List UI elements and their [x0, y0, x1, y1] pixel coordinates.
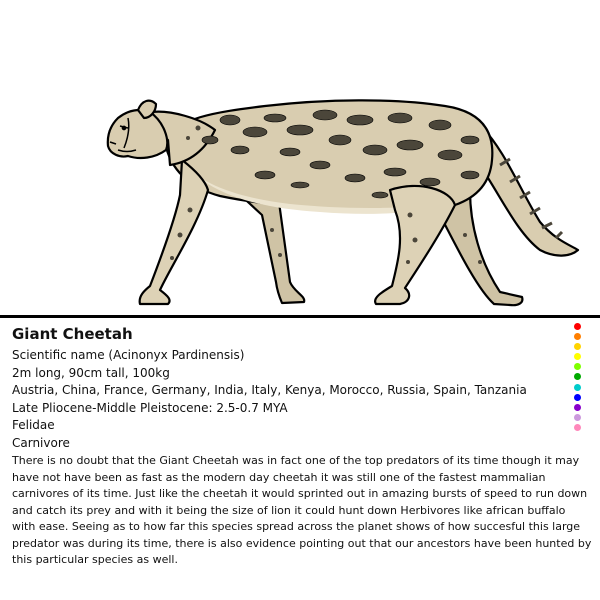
family: Felidae	[12, 418, 55, 432]
size-stats: 2m long, 90cm tall, 100kg	[12, 365, 170, 380]
species-info	[12, 324, 592, 569]
ground-line	[0, 315, 600, 318]
color-dot	[574, 323, 581, 330]
color-dot	[574, 394, 581, 401]
tail	[480, 125, 578, 256]
color-dot-column	[574, 323, 584, 434]
cheetah-figure	[108, 100, 578, 305]
diet: Carnivore	[12, 435, 70, 450]
color-dot	[574, 373, 581, 380]
time-period: Late Pliocene-Middle Pleistocene: 2.5-0.7 MYA	[12, 400, 288, 415]
range-countries: Austria, China, France, Germany, India, Italy, Kenya, Morocco, Russia, Spain, Tanzania	[12, 383, 527, 397]
color-dot	[574, 363, 581, 370]
color-dot	[574, 384, 581, 391]
color-dot	[574, 343, 581, 350]
species-title: Giant Cheetah	[12, 325, 133, 343]
color-dot	[574, 353, 581, 360]
color-dot	[574, 333, 581, 340]
color-dot	[574, 414, 581, 421]
color-dot	[574, 424, 581, 431]
scientific-name: Scientific name (Acinonyx Pardinensis)	[12, 348, 245, 362]
description: There is no doubt that the Giant Cheetah was in fact one of the top predators of its time though it may have not have been as fast as the modern day cheetah it was still one of the fastest mammalian carnivores of its time. Just like the cheetah it would sprinted out in amazing bursts of speed to run down and catch its prey and with it being the size of lion it could hunt down Herbivores like african buffalo with ease. Seeing as to how far this species spread across the planet shows of how succesful this large predator was during its time, there is also evidence pointing out that our ancestors have been hunted by this particular species as well.	[12, 454, 592, 566]
color-dot	[574, 404, 581, 411]
near-front-leg	[140, 160, 208, 304]
